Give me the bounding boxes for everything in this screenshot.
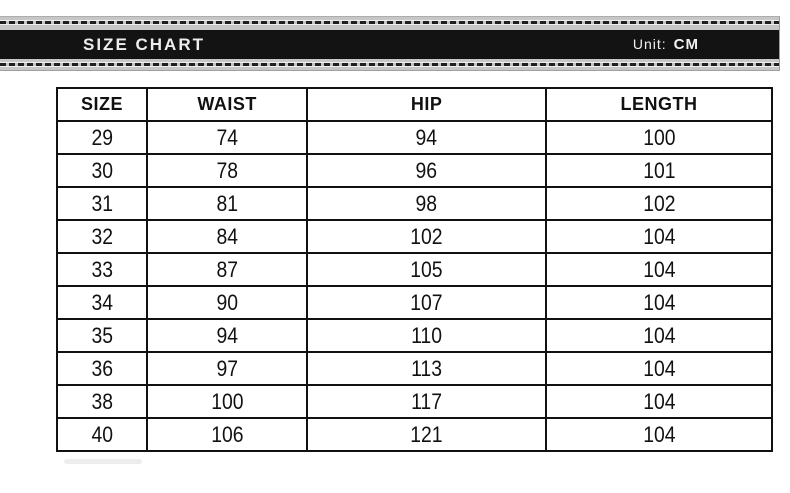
table-cell: 32 [57,220,147,253]
table-cell: 104 [546,220,772,253]
table-cell: 33 [57,253,147,286]
table-row [57,385,772,418]
table-cell: 90 [147,286,307,319]
table-cell: 94 [307,121,546,154]
table-cell: 104 [546,352,772,385]
table-row [57,187,772,220]
table-cell: 31 [57,187,147,220]
print-artifact [64,459,142,464]
table-cell: 87 [147,253,307,286]
column-header-size: SIZE [57,88,147,121]
table-cell: 106 [147,418,307,451]
table-cell: 34 [57,286,147,319]
size-table [56,87,773,452]
table-cell: 104 [546,418,772,451]
table-cell: 113 [307,352,546,385]
table-cell: 117 [307,385,546,418]
table-cell: 104 [546,286,772,319]
table-cell: 107 [307,286,546,319]
table-cell: 81 [147,187,307,220]
table-cell: 104 [546,253,772,286]
table-cell: 40 [57,418,147,451]
table-cell: 30 [57,154,147,187]
table-cell: 100 [147,385,307,418]
table-row [57,418,772,451]
table-cell: 74 [147,121,307,154]
page-title: SIZE CHART [83,34,205,54]
table-row [57,253,772,286]
unit-label: Unit: [632,36,667,52]
table-row [57,220,772,253]
table-row [57,352,772,385]
table-cell: 35 [57,319,147,352]
table-cell: 98 [307,187,546,220]
table-row [57,121,772,154]
column-header-waist: WAIST [147,88,307,121]
table-cell: 101 [546,154,772,187]
table-cell: 110 [307,319,546,352]
table-cell: 78 [147,154,307,187]
unit-indicator [633,36,699,53]
size-chart-banner [0,16,780,71]
table-row [57,286,772,319]
table-cell: 121 [307,418,546,451]
table-cell: 94 [147,319,307,352]
table-cell: 100 [546,121,772,154]
table-cell: 96 [307,154,546,187]
table-cell: 104 [546,319,772,352]
table-row [57,154,772,187]
table-cell: 105 [307,253,546,286]
stitch-line-bottom [0,62,779,67]
table-row [57,319,772,352]
table-cell: 102 [546,187,772,220]
unit-value: CM [673,36,699,53]
column-header-length: LENGTH [546,88,772,121]
banner-black-bar [0,30,779,59]
table-cell: 36 [57,352,147,385]
column-header-hip: HIP [307,88,546,121]
table-header-row [57,88,772,121]
table-cell: 29 [57,121,147,154]
stitch-line-top [0,20,779,25]
table-cell: 97 [147,352,307,385]
table-cell: 84 [147,220,307,253]
table-cell: 104 [546,385,772,418]
table-cell: 38 [57,385,147,418]
table-cell: 102 [307,220,546,253]
